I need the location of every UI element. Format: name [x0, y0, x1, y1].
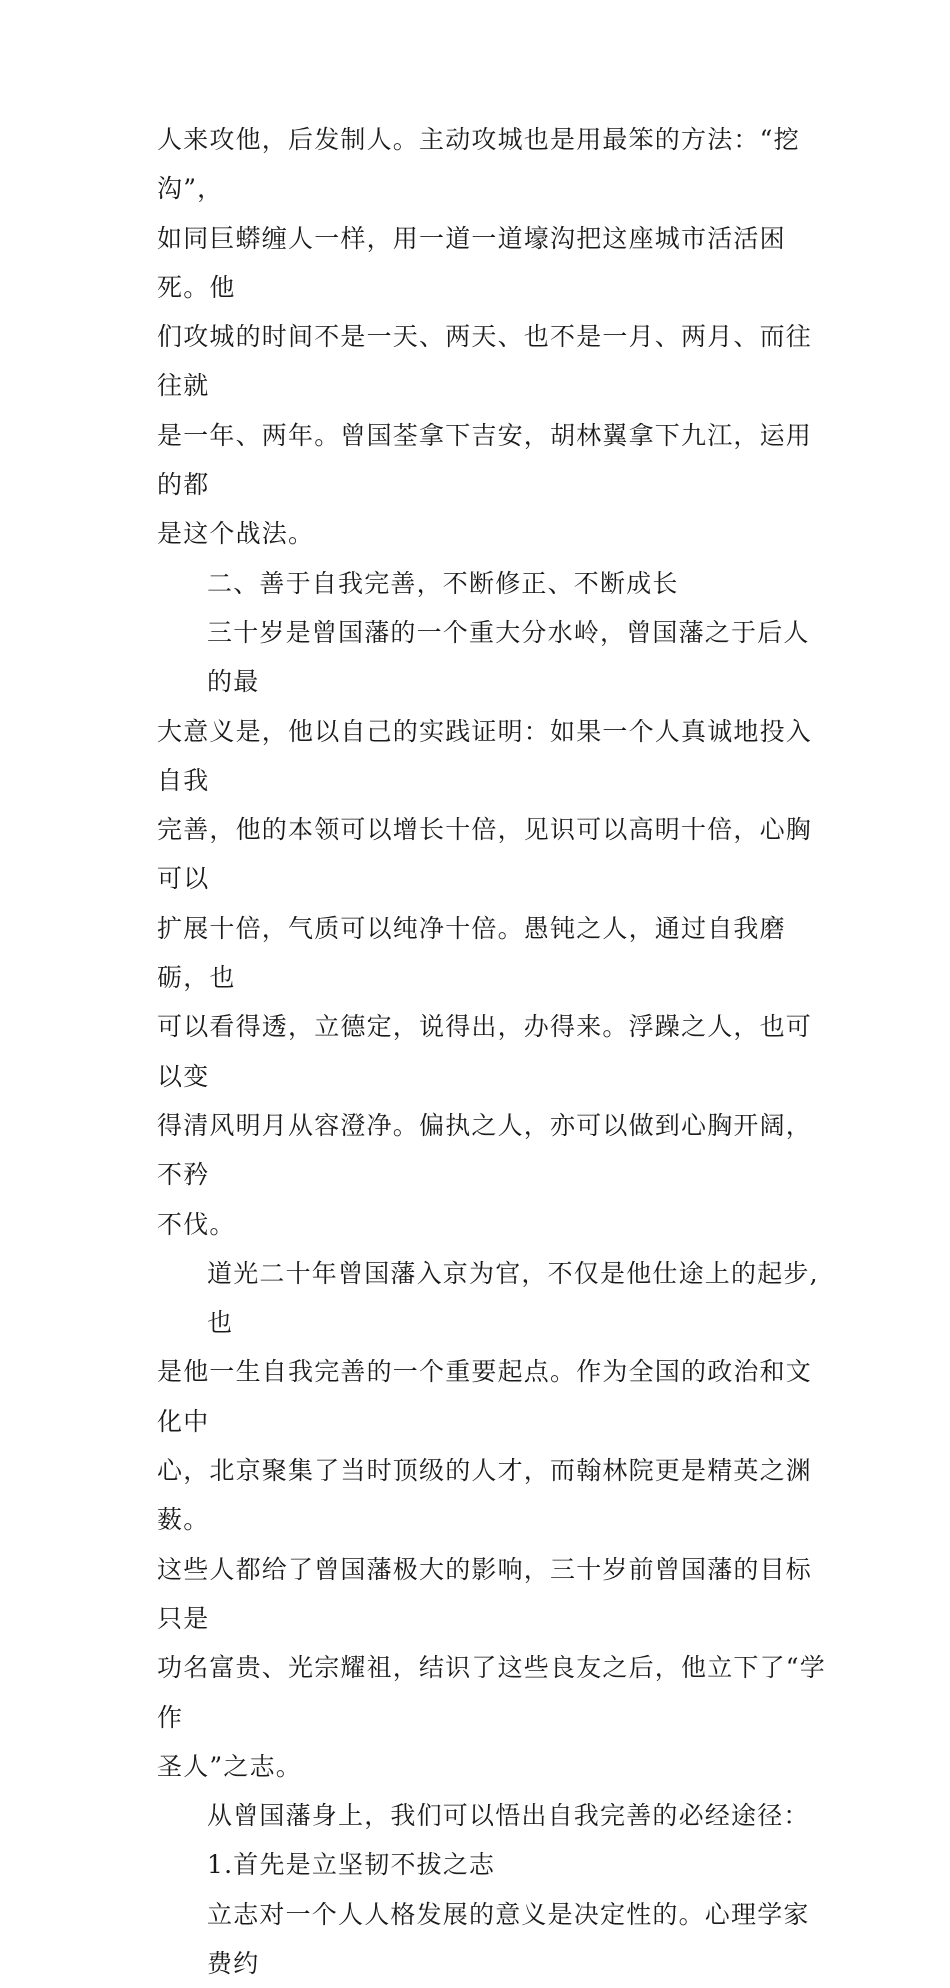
- paragraph: [157, 608, 827, 1249]
- text-line: 完善，他的本领可以增长十倍，见识可以高明十倍，心胸可以: [157, 815, 813, 894]
- paragraph: [157, 115, 827, 559]
- text-line: 三十岁是曾国藩的一个重大分水岭，曾国藩之于后人的最: [207, 617, 810, 697]
- heading-text: 二、善于自我完善，不断修正、不断成长: [207, 568, 679, 598]
- text-line: 不伐。: [157, 1209, 236, 1239]
- paragraph: [157, 1249, 827, 1791]
- text-line: 是他一生自我完善的一个重要起点。作为全国的政治和文化中: [157, 1357, 813, 1436]
- text-line: 立志对一个人人格发展的意义是决定性的。心理学家费约: [207, 1899, 810, 1978]
- section-heading: [157, 559, 827, 608]
- text-line: 是一年、两年。曾国荃拿下吉安，胡林翼拿下九江，运用的都: [157, 420, 813, 500]
- text-line: 心，北京聚集了当时顶级的人才，而翰林院更是精英之渊薮。: [157, 1456, 813, 1535]
- list-item: [157, 1840, 827, 1889]
- text-line: 从曾国藩身上，我们可以悟出自我完善的必经途径：: [207, 1801, 810, 1831]
- list-item-text: 1.首先是立坚韧不拔之志: [207, 1850, 496, 1880]
- document-body: [157, 115, 827, 1988]
- text-line: 是这个战法。: [157, 519, 315, 549]
- text-line: 这些人都给了曾国藩极大的影响，三十岁前曾国藩的目标只是: [157, 1554, 813, 1633]
- text-line: 大意义是，他以自己的实践证明：如果一个人真诚地投入自我: [157, 716, 813, 795]
- text-line: 道光二十年曾国藩入京为官，不仅是他仕途上的起步,也: [207, 1258, 819, 1338]
- text-line: 人来攻他，后发制人。主动攻城也是用最笨的方法：“挖沟”，: [157, 125, 800, 204]
- text-line: 扩展十倍，气质可以纯净十倍。愚钝之人，通过自我磨砺，也: [157, 913, 786, 993]
- paragraph: [157, 1890, 827, 1988]
- text-line: 功名富贵、光宗耀祖，结识了这些良友之后，他立下了“学作: [157, 1653, 826, 1732]
- paragraph: [157, 1791, 827, 1840]
- text-line: 们攻城的时间不是一天、两天、也不是一月、两月、而往往就: [157, 322, 813, 401]
- text-line: 圣人”之志。: [157, 1751, 302, 1781]
- text-line: 如同巨蟒缠人一样，用一道一道壕沟把这座城市活活困死。他: [157, 223, 786, 302]
- text-line: 得清风明月从容澄净。偏执之人，亦可以做到心胸开阔，不矜: [157, 1110, 813, 1190]
- text-line: 可以看得透，立德定，说得出，办得来。浮躁之人，也可以变: [157, 1012, 813, 1091]
